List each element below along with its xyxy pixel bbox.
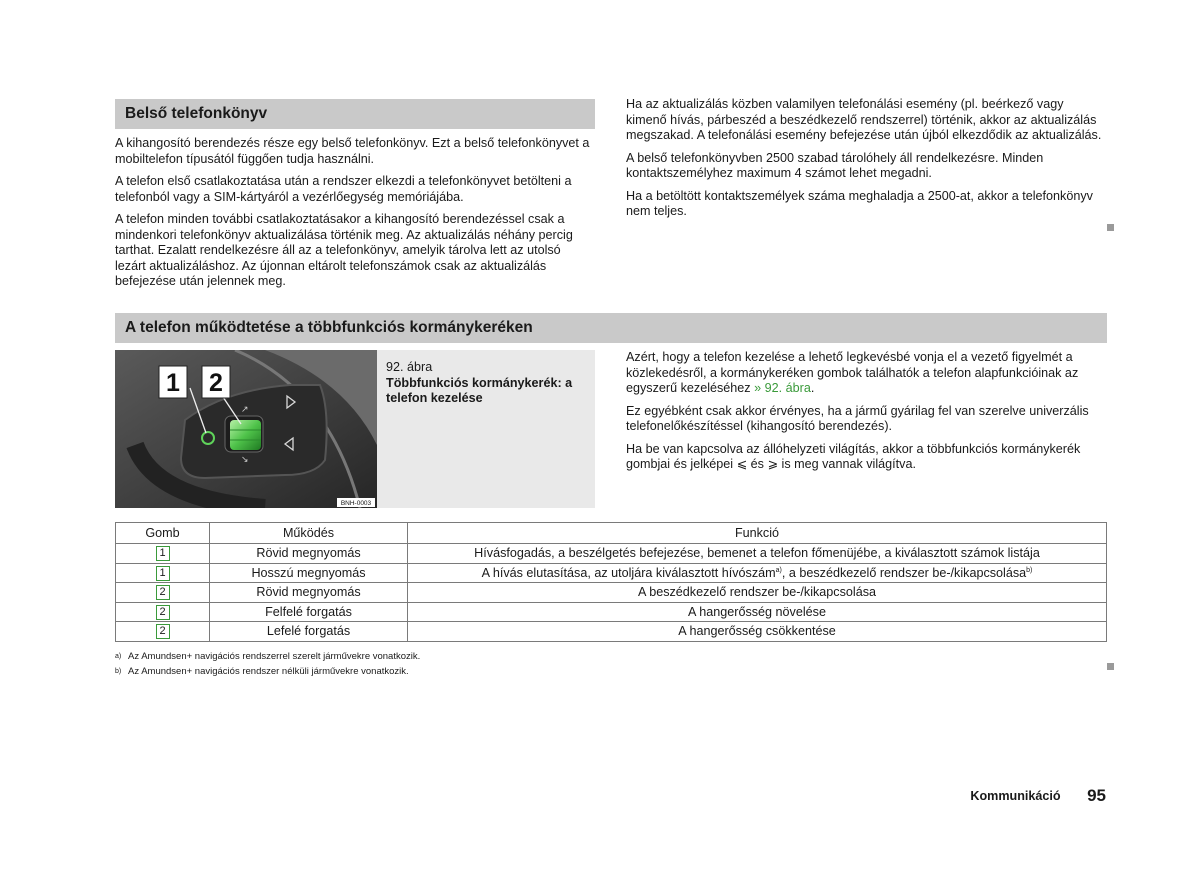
footnotes [115,650,420,679]
footnote-ref: b) [1026,566,1033,574]
paragraph: Ez egyébként csak akkor érvényes, ha a jármű gyárilag fel van szerelve univerzális telefonelőkészítéssel (kihangosító berendezés). [626,403,1089,433]
footer-section-title: Kommunikáció [970,789,1061,803]
steering-wheel-illustration [115,350,377,508]
function-cell: Hívásfogadás, a beszélgetés befejezése, bemenet a telefon főmenüjébe, a kiválasztott számok listája [408,544,1107,564]
function-table [115,522,1107,642]
page-footer [970,786,1106,806]
table-header-row [116,523,1107,544]
section-heading-phonebook: Belső telefonkönyv [115,99,595,129]
phonebook-left-column [115,136,593,297]
end-marker [1107,224,1114,231]
paragraph: A telefon minden további csatlakoztatásakor a kihangosító berendezéssel csak a mindenkori telefonkönyv aktualizálása történik meg. Az aktualizálás néhány percig tarthat. Ezalatt rendelkezésre áll az a telefonkönyv, amelyik tárolva lett az utolsó lezárt aktualizáláshoz. Az újonnan eltárolt telefonszámok csak az aktualizálás befejezése után jelennek meg. [115,212,573,288]
action-cell: Hosszú megnyomás [210,563,408,583]
callout-1: 1 [166,369,180,397]
phonebook-right-column [626,97,1104,227]
key-badge: 2 [156,624,170,639]
volume-down-symbol-icon: ⩾ [767,457,779,471]
figure-number: 92. ábra [386,360,433,374]
table-row [116,602,1107,622]
table-row [116,544,1107,564]
column-header: Funkció [408,523,1107,544]
figure-title: Többfunkciós kormánykerék: a telefon kezelése [386,375,573,405]
table-row [116,622,1107,642]
end-marker [1107,663,1114,670]
paragraph: A kihangosító berendezés része egy belső telefonkönyv. Ezt a belső telefonkönyvet a mobiltelefon típusától függően tudja használni. [115,136,590,166]
key-badge: 2 [156,585,170,600]
svg-text:↗: ↗ [241,405,249,415]
figure-caption-box [377,350,595,508]
footnote-ref: a) [775,566,782,574]
paragraph: Azért, hogy a telefon kezelése a lehető legkevésbé vonja el a vezető figyelmét a közlekedésről, a kormánykeréken gombok találhatók a telefon alapfunkcióinak az egyszerű kezeléséhez » 92. ábra. [626,350,1079,395]
column-header: Működés [210,523,408,544]
table-row [116,583,1107,603]
action-cell: Rövid megnyomás [210,544,408,564]
volume-up-symbol-icon: ⩽ [736,457,748,471]
action-cell: Rövid megnyomás [210,583,408,603]
table-row [116,563,1107,583]
column-header: Gomb [116,523,210,544]
key-badge: 1 [156,566,170,581]
steering-right-column [626,350,1106,480]
function-cell: A hangerősség növelése [408,602,1107,622]
paragraph: A telefon első csatlakoztatása után a rendszer elkezdi a telefonkönyvet betölteni a telefonból vagy a SIM-kártyáról a vezérlőegység memóriájába. [115,174,572,204]
function-cell: A hangerősség csökkentése [408,622,1107,642]
paragraph: Ha a betöltött kontaktszemélyek száma meghaladja a 2500-at, akkor a telefonkönyv nem teljes. [626,188,1093,218]
paragraph: Ha az aktualizálás közben valamilyen telefonálási esemény (pl. beérkező vagy kimenő hívás, párbeszéd a beszédkezelő rendszerrel) történik, akkor az aktualizálás megszakad. A telefonálási esemény befejezése után újból elkezdődik az aktualizálás. [626,97,1102,142]
page-number: 95 [1087,786,1106,805]
action-cell: Lefelé forgatás [210,622,408,642]
function-cell: A hívás elutasítása, az utoljára kiválasztott hívószám$^{a)}$, a beszédkezelő rendszer be-/kikapcsolása$^{b)}$ [408,563,1107,583]
steering-wheel-figure [115,350,377,508]
footnote: b) Az Amundsen+ navigációs rendszer nélküli járművekre vonatkozik. [115,665,409,677]
footnote: a) Az Amundsen+ navigációs rendszerrel szerelt járművekre vonatkozik. [115,651,421,662]
key-badge: 1 [156,546,170,561]
action-cell: Felfelé forgatás [210,602,408,622]
paragraph: Ha be van kapcsolva az állóhelyzeti világítás, akkor a többfunkciós kormánykerék gombjai és jelképei ⩽ és ⩾ is meg vannak világítva. [626,441,1081,471]
paragraph: A belső telefonkönyvben 2500 szabad tárolóhely áll rendelkezésre. Minden kontaktszemélyhez maximum 4 számot lehet megadni. [626,150,1044,180]
svg-text:↘: ↘ [241,455,249,465]
figure-reference-link[interactable]: » 92. ábra [754,381,811,395]
volume-roller [230,420,261,450]
callout-2: 2 [209,369,223,397]
key-badge: 2 [156,605,170,620]
function-cell: A beszédkezelő rendszer be-/kikapcsolása [408,583,1107,603]
figure-code: BNH-0003 [340,500,372,507]
section-heading-steering-wheel: A telefon működtetése a többfunkciós kormánykeréken [115,313,1107,343]
